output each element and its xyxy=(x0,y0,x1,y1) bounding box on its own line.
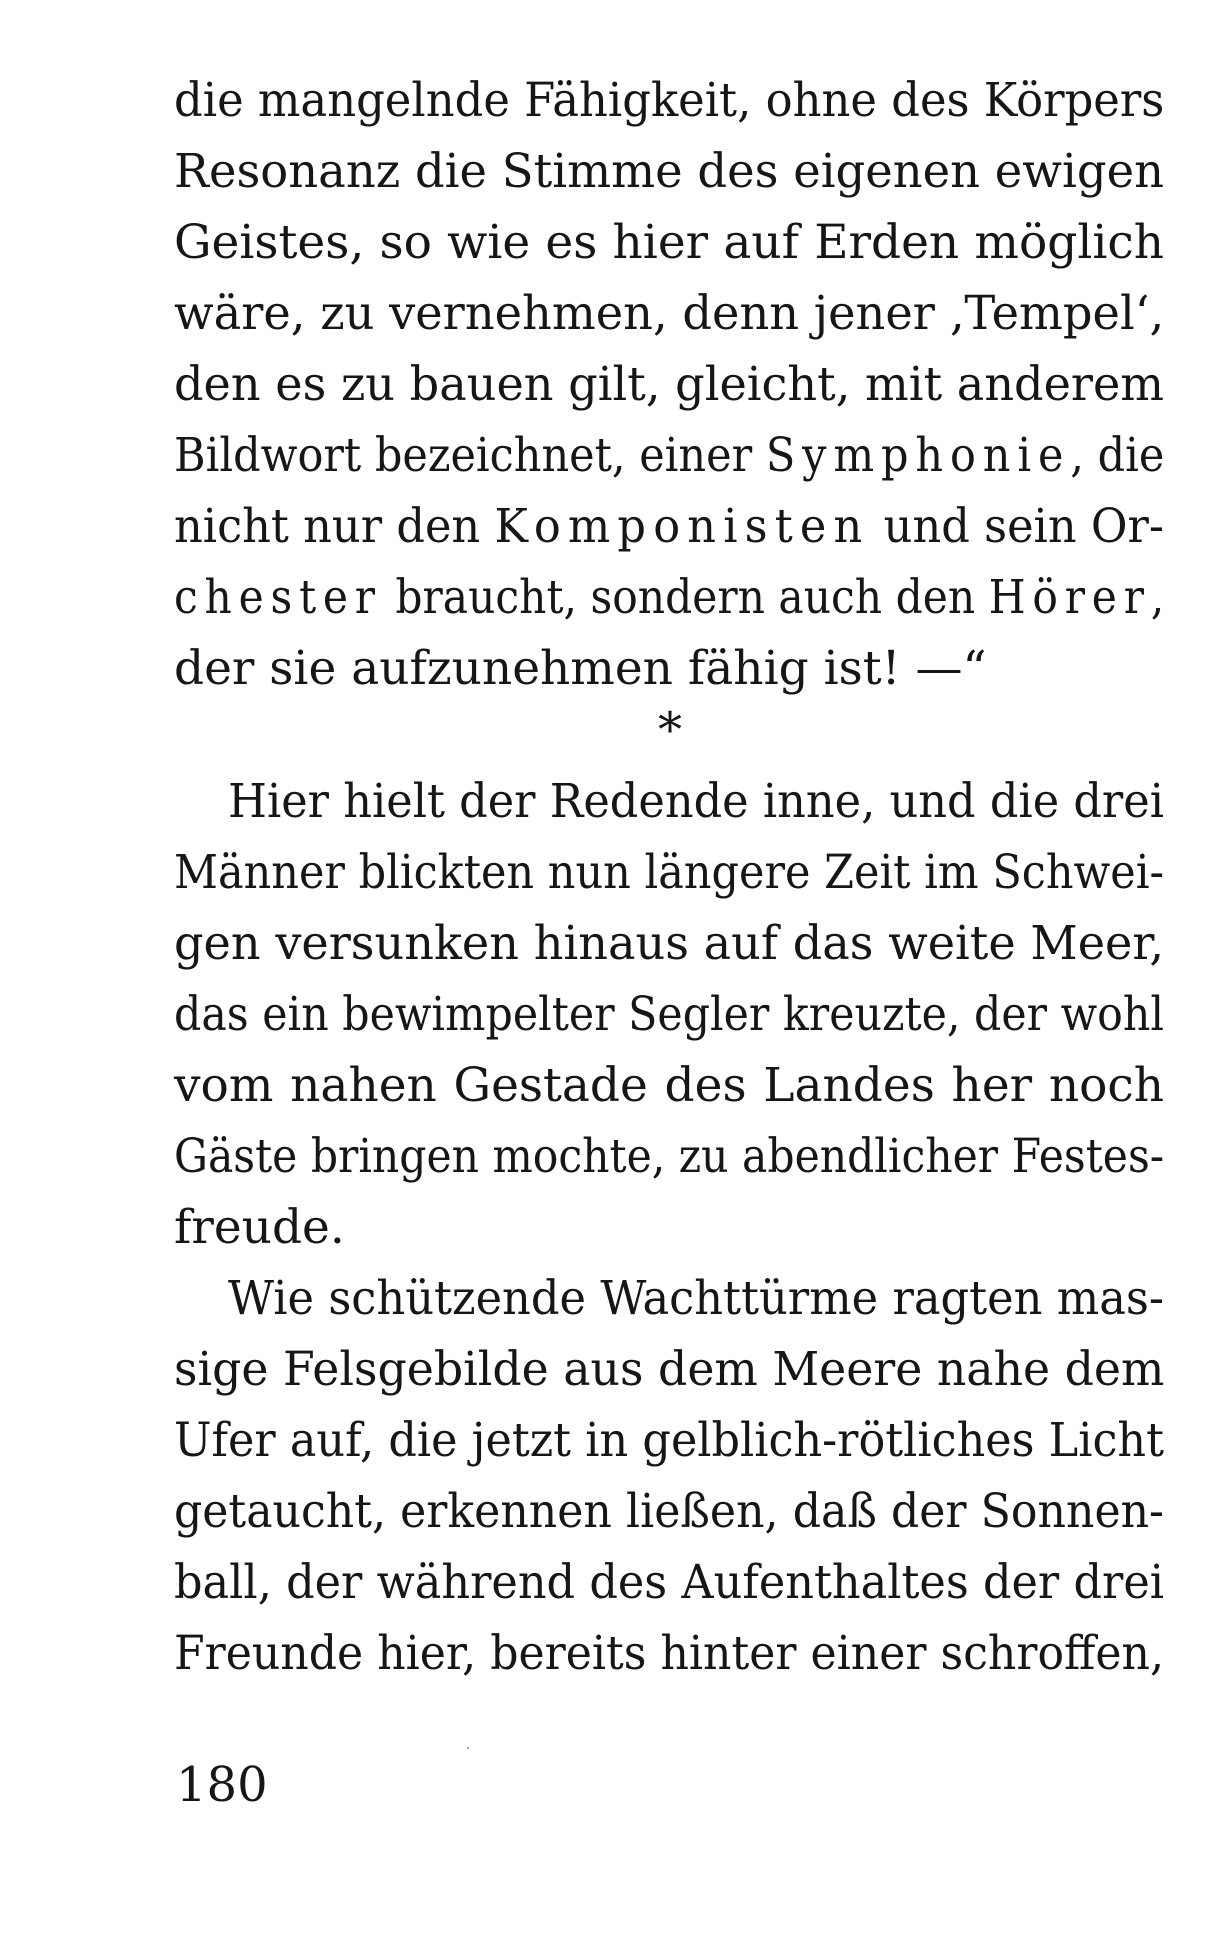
text-line: Hier hielt der Redende inne, und die drei xyxy=(228,774,1164,829)
text-run: braucht, sondern auch den xyxy=(381,570,989,625)
text-line xyxy=(174,562,1164,634)
text-line-last: freude. xyxy=(174,1200,345,1255)
text-line: getaucht, erkennen ließen, daß der Sonnen- xyxy=(174,1484,1164,1539)
text-line: Gäste bringen mochte, zu abendlicher Festes- xyxy=(174,1129,1165,1184)
spaced-word: Komponisten xyxy=(494,499,870,554)
text-line: sige Felsgebilde aus dem Meere nahe dem xyxy=(174,1342,1165,1397)
text-line-last: der sie aufzunehmen fähig ist! —“ xyxy=(174,641,987,696)
text-run: und sein Or- xyxy=(869,499,1164,554)
text-line: die mangelnde Fähigkeit, ohne des Körpers xyxy=(174,73,1165,128)
text-line: Wie schützende Wachttürme ragten mas- xyxy=(228,1271,1164,1326)
text-line: Freunde hier, bereits hinter einer schroffen, xyxy=(174,1626,1164,1681)
page-number: 180 xyxy=(176,1757,268,1813)
text-line: gen versunken hinaus auf das weite Meer, xyxy=(174,916,1164,971)
text-line: Ufer auf, die jetzt in gelblich-rötliches Licht xyxy=(174,1413,1164,1468)
spaced-word: Symphonie xyxy=(765,428,1071,483)
text-line xyxy=(174,420,1164,492)
text-line: Geistes, so wie es hier auf Erden möglich xyxy=(174,215,1164,270)
text-line: den es zu bauen gilt, gleicht, mit anderem xyxy=(174,357,1165,412)
text-run: , die xyxy=(1070,428,1165,483)
section-separator-asterisk: * xyxy=(658,702,682,758)
spaced-word: Hörer xyxy=(988,570,1151,625)
paper-speck xyxy=(467,1747,469,1749)
text-line: das ein bewimpelter Segler kreuzte, der wohl xyxy=(174,987,1164,1042)
text-run: nicht nur den xyxy=(174,499,495,554)
text-line: vom nahen Gestade des Landes her noch xyxy=(174,1058,1164,1113)
spaced-word: chester xyxy=(174,570,382,625)
text-run: , xyxy=(1150,570,1165,625)
text-line: Männer blickten nun längere Zeit im Schwei- xyxy=(174,845,1164,900)
text-line: Resonanz die Stimme des eigenen ewigen xyxy=(174,144,1165,199)
text-line: wäre, zu vernehmen, denn jener ‚Tempel‘, xyxy=(174,286,1165,341)
text-line: ball, der während des Aufenthaltes der drei xyxy=(174,1555,1164,1610)
text-line xyxy=(174,491,1164,563)
text-run: Bildwort bezeichnet, einer xyxy=(174,428,766,483)
